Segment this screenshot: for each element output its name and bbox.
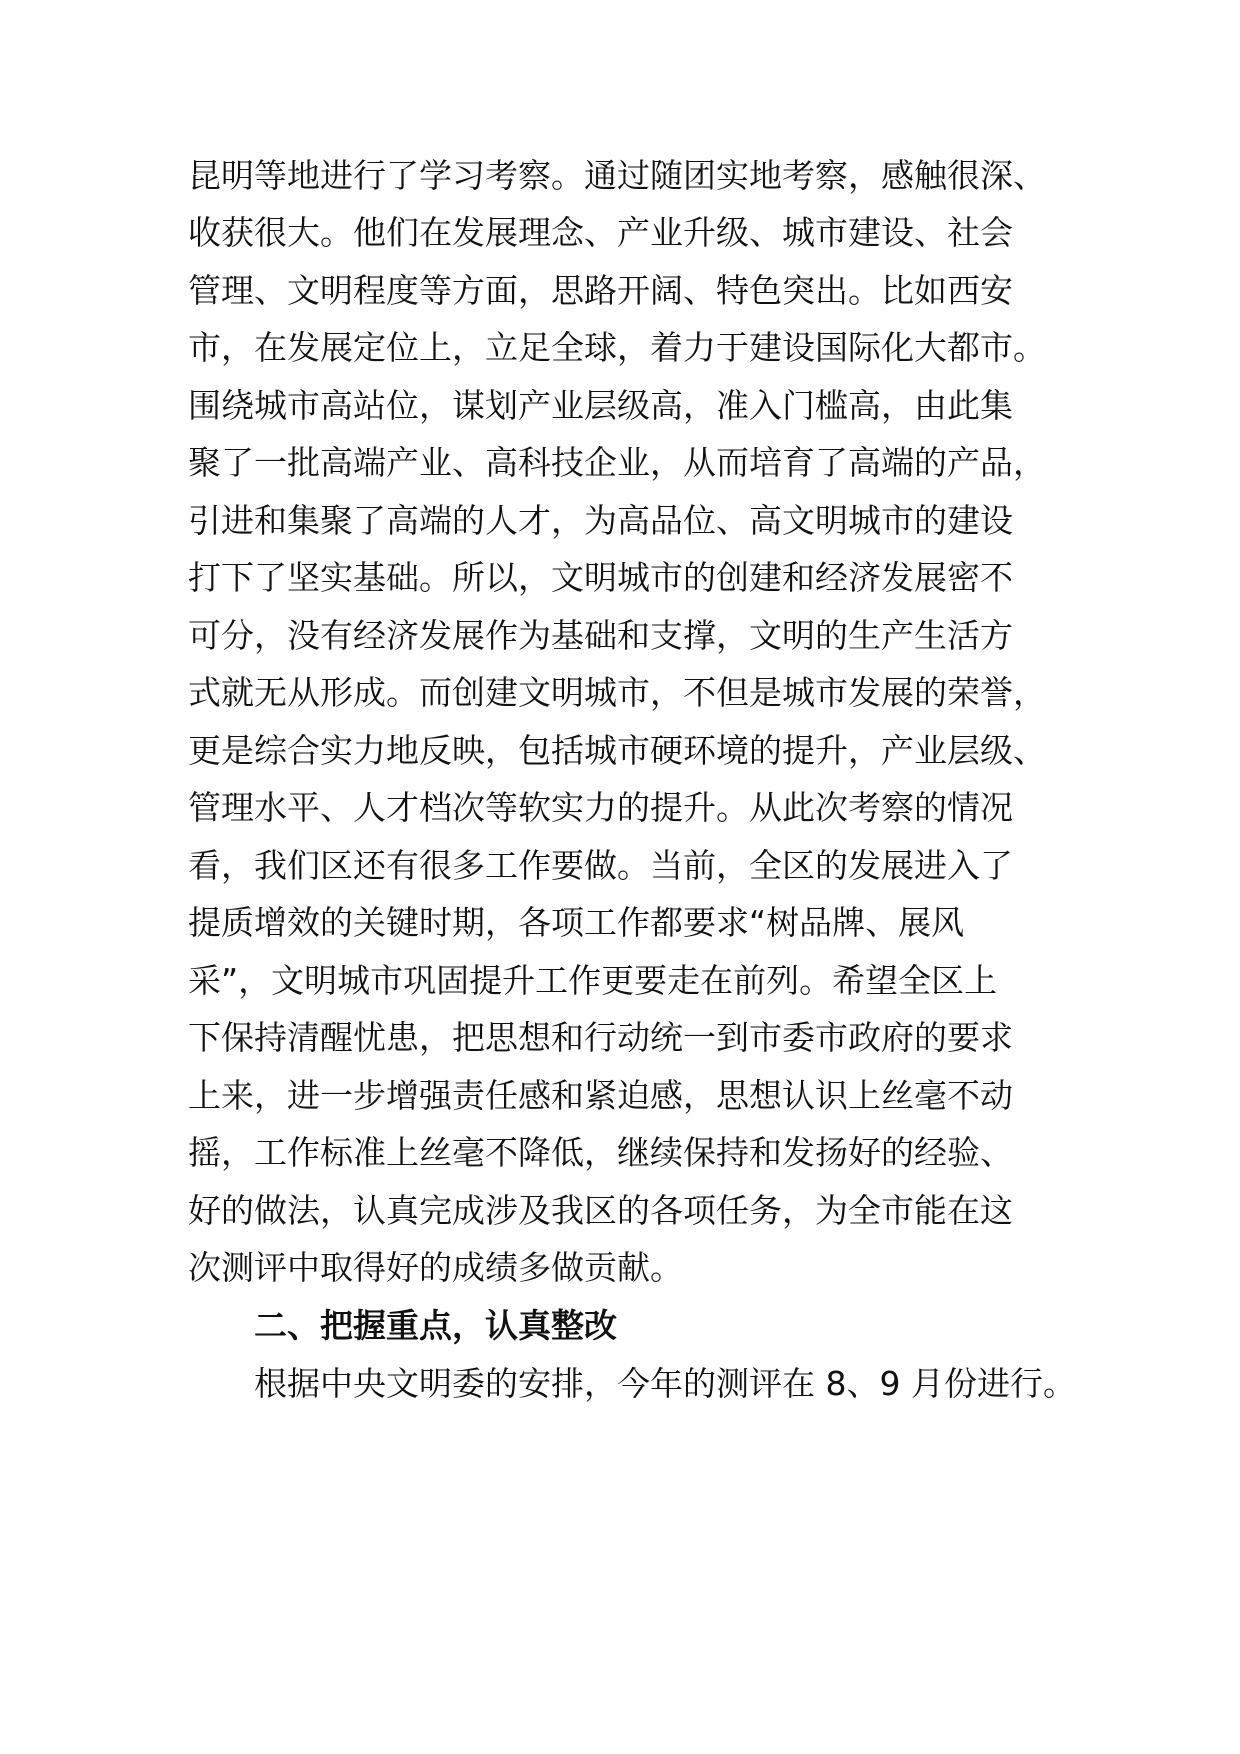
paragraph-line: 看，我们区还有很多工作要做。当前，全区的发展进入了 [188,846,1013,885]
paragraph-line: 次测评中取得好的成绩多做贡献。 [188,1248,683,1287]
paragraph-line: 可分，没有经济发展作为基础和支撑，文明的生产生活方 [188,616,1013,655]
paragraph-line: 采”，文明城市巩固提升工作更要走在前列。希望全区上 [188,961,998,1000]
paragraph-line: 根据中央文明委的安排，今年的测评在 8、9 月份进行。 [254,1364,1076,1403]
paragraph-line: 下保持清醒忧患，把思想和行动统一到市委市政府的要求 [188,1018,1013,1057]
paragraph-line: 管理水平、人才档次等软实力的提升。从此次考察的情况 [188,788,1013,827]
paragraph-line: 上来，进一步增强责任感和紧迫感，思想认识上丝毫不动 [188,1076,1013,1115]
paragraph-line: 管理、文明程度等方面，思路开阔、特色突出。比如西安 [188,271,1013,310]
paragraph-line: 好的做法，认真完成涉及我区的各项任务，为全市能在这 [188,1191,1013,1230]
paragraph-line: 更是综合实力地反映，包括城市硬环境的提升，产业层级、 [188,731,1046,770]
paragraph-line: 摇，工作标准上丝毫不降低，继续保持和发扬好的经验、 [188,1133,1013,1172]
paragraph-line: 式就无从形成。而创建文明城市，不但是城市发展的荣誉， [188,673,1046,712]
paragraph-line: 提质增效的关键时期，各项工作都要求“树品牌、展风 [188,903,965,942]
paragraph-line: 围绕城市高站位，谋划产业层级高，准入门槛高，由此集 [188,386,1013,425]
paragraph-line: 打下了坚实基础。所以，文明城市的创建和经济发展密不 [188,558,1013,597]
section-heading: 二、把握重点，认真整改 [254,1306,617,1345]
paragraph-line: 引进和集聚了高端的人才，为高品位、高文明城市的建设 [188,501,1013,540]
paragraph-line: 昆明等地进行了学习考察。通过随团实地考察，感触很深、 [188,156,1046,195]
paragraph-line: 收获很大。他们在发展理念、产业升级、城市建设、社会 [188,213,1013,252]
paragraph-line: 市，在发展定位上，立足全球，着力于建设国际化大都市。 [188,328,1046,367]
paragraph-line: 聚了一批高端产业、高科技企业，从而培育了高端的产品， [188,443,1046,482]
